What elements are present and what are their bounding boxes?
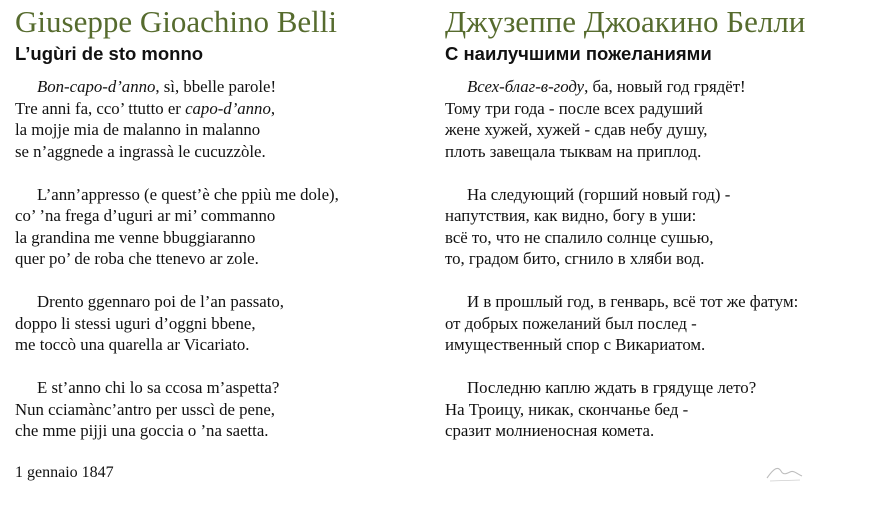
stanza xyxy=(15,377,430,442)
stanza xyxy=(445,184,875,270)
line-segment: doppo li stessi uguri d’oggni bbene, xyxy=(15,313,256,333)
stanza xyxy=(445,377,875,442)
poem-line xyxy=(445,377,875,399)
line-segment: то, градом бито, сгнило в хляби вод. xyxy=(445,249,705,268)
line-segment: всё то, что не спалило солнце сушью, xyxy=(445,227,714,247)
poem-line xyxy=(445,205,875,227)
italian-poem xyxy=(15,76,430,442)
poem-line xyxy=(445,399,875,421)
poem-line xyxy=(15,377,430,399)
line-segment: На следующий (горший новый год) - xyxy=(467,184,731,204)
poem-line xyxy=(445,291,875,313)
line-segment: Последню каплю ждать в грядуще лето? xyxy=(467,378,757,397)
signature-mark xyxy=(764,462,806,484)
italian-poem-title: L’ugùri de sto monno xyxy=(15,43,204,64)
line-segment: от добрых пожеланий был послед - xyxy=(445,313,697,333)
poem-line xyxy=(445,141,875,163)
poem-line xyxy=(15,141,430,163)
italian-column xyxy=(15,0,430,483)
poem-line xyxy=(15,248,430,270)
poem-line xyxy=(15,334,430,356)
stanza xyxy=(445,291,875,356)
poem-line xyxy=(15,184,430,206)
line-segment: L’ann’appresso (e quest’è che ppiù me dole), xyxy=(37,184,339,204)
line-segment: co’ ’na frega d’uguri ar mi’ commanno xyxy=(15,206,276,225)
russian-author: Джузеппе Джоакино Белли xyxy=(445,4,806,39)
poem-line xyxy=(445,184,875,206)
line-segment: , sì, bbelle parole! xyxy=(155,77,277,96)
poem-date: 1 gennaio 1847 xyxy=(15,464,114,481)
line-segment: имущественный спор с Викариатом. xyxy=(445,335,706,354)
stanza xyxy=(15,291,430,356)
line-segment: quer po’ de roba che ttenevo ar zole. xyxy=(15,249,259,268)
poem-line xyxy=(15,420,430,442)
russian-poem-title: С наилучшими пожеланиями xyxy=(445,43,712,64)
line-segment: la grandina me venne bbuggiaranno xyxy=(15,227,256,247)
line-segment: , xyxy=(270,98,276,118)
russian-poem xyxy=(445,76,875,442)
stanza xyxy=(15,184,430,270)
poem-line xyxy=(445,76,875,98)
poem-line xyxy=(15,227,430,249)
russian-column xyxy=(445,0,875,463)
line-segment: , ба, новый год грядёт! xyxy=(584,77,746,96)
poem-line xyxy=(445,98,875,120)
line-segment: capo-d’anno xyxy=(185,98,271,118)
poem-line xyxy=(445,119,875,141)
poem-line xyxy=(15,98,430,120)
line-segment: И в прошлый год, в генварь, всё тот же фатум: xyxy=(467,292,799,311)
poem-line xyxy=(445,227,875,249)
line-segment: На Троицу, никак, скончанье бед - xyxy=(445,399,689,419)
line-segment: che mme pijji una goccia o ’na saetta. xyxy=(15,421,269,440)
italian-author: Giuseppe Gioachino Belli xyxy=(15,4,337,39)
line-segment: напутствия, как видно, богу в уши: xyxy=(445,206,697,225)
line-segment: сразит молниеносная комета. xyxy=(445,421,655,440)
line-segment: жене хужей, хужей - сдав небу душу, xyxy=(445,120,708,139)
line-segment: плоть завещала тыквам на приплод. xyxy=(445,141,702,161)
stanza xyxy=(445,76,875,162)
poem-line xyxy=(445,420,875,442)
stanza xyxy=(15,76,430,162)
line-segment: Тому три года - после всех радуший xyxy=(445,98,703,118)
poem-line xyxy=(15,313,430,335)
poem-line xyxy=(15,76,430,98)
poem-line xyxy=(15,205,430,227)
line-segment: me toccò una quarella ar Vicariato. xyxy=(15,335,250,354)
line-segment: Bon-capo-d’anno xyxy=(37,77,156,96)
line-segment: Всех-благ-в-году xyxy=(467,77,585,96)
poem-line xyxy=(15,291,430,313)
line-segment: Drento ggennaro poi de l’an passato, xyxy=(37,292,284,311)
line-segment: Nun cciamànc’antro per usscì de pene, xyxy=(15,399,275,419)
line-segment: Tre anni fa, cco’ ttutto er xyxy=(15,98,186,118)
poem-line xyxy=(15,119,430,141)
line-segment: E st’anno chi lo sa ccosa m’aspetta? xyxy=(37,378,280,397)
poem-line xyxy=(445,313,875,335)
poem-line xyxy=(15,399,430,421)
poem-line xyxy=(445,248,875,270)
line-segment: se n’aggnede a ingrassà le cucuzzòle. xyxy=(15,141,266,161)
line-segment: la mojje mia de malanno in malanno xyxy=(15,120,261,139)
poem-line xyxy=(445,334,875,356)
